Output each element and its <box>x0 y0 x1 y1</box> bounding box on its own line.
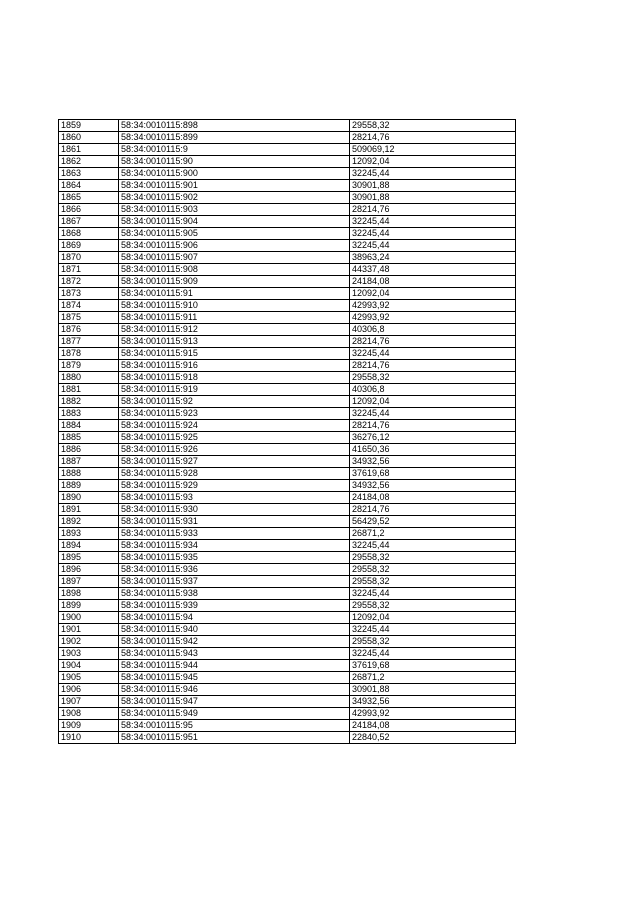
table-row <box>59 240 516 252</box>
cadastral-number-cell: 58:34:0010115:933 <box>119 528 350 540</box>
value-cell: 44337,48 <box>350 264 516 276</box>
row-number-cell: 1868 <box>59 228 119 240</box>
table-row <box>59 576 516 588</box>
value-cell: 26871,2 <box>350 672 516 684</box>
value-cell: 40306,8 <box>350 384 516 396</box>
cadastral-number-cell: 58:34:0010115:943 <box>119 648 350 660</box>
cadastral-number-cell: 58:34:0010115:926 <box>119 444 350 456</box>
cadastral-number-cell: 58:34:0010115:930 <box>119 504 350 516</box>
row-number-cell: 1909 <box>59 720 119 732</box>
table-row <box>59 288 516 300</box>
row-number-cell: 1899 <box>59 600 119 612</box>
table-row <box>59 420 516 432</box>
value-cell: 29558,32 <box>350 600 516 612</box>
table-row <box>59 696 516 708</box>
cadastral-number-cell: 58:34:0010115:944 <box>119 660 350 672</box>
cadastral-number-cell: 58:34:0010115:931 <box>119 516 350 528</box>
cadastral-number-cell: 58:34:0010115:909 <box>119 276 350 288</box>
row-number-cell: 1887 <box>59 456 119 468</box>
table-row <box>59 648 516 660</box>
value-cell: 29558,32 <box>350 576 516 588</box>
cadastral-number-cell: 58:34:0010115:940 <box>119 624 350 636</box>
table-row <box>59 468 516 480</box>
cadastral-number-cell: 58:34:0010115:923 <box>119 408 350 420</box>
value-cell: 30901,88 <box>350 180 516 192</box>
value-cell: 28214,76 <box>350 504 516 516</box>
row-number-cell: 1891 <box>59 504 119 516</box>
value-cell: 34932,56 <box>350 480 516 492</box>
row-number-cell: 1870 <box>59 252 119 264</box>
table-row <box>59 504 516 516</box>
table-row <box>59 228 516 240</box>
cadastral-number-cell: 58:34:0010115:910 <box>119 300 350 312</box>
table-row <box>59 180 516 192</box>
value-cell: 29558,32 <box>350 636 516 648</box>
row-number-cell: 1882 <box>59 396 119 408</box>
cadastral-number-cell: 58:34:0010115:936 <box>119 564 350 576</box>
table-row <box>59 360 516 372</box>
table-row <box>59 480 516 492</box>
row-number-cell: 1894 <box>59 540 119 552</box>
row-number-cell: 1910 <box>59 732 119 744</box>
row-number-cell: 1903 <box>59 648 119 660</box>
row-number-cell: 1895 <box>59 552 119 564</box>
row-number-cell: 1859 <box>59 120 119 132</box>
table-row <box>59 216 516 228</box>
value-cell: 40306,8 <box>350 324 516 336</box>
value-cell: 32245,44 <box>350 240 516 252</box>
cadastral-number-cell: 58:34:0010115:937 <box>119 576 350 588</box>
value-cell: 29558,32 <box>350 120 516 132</box>
value-cell: 38963,24 <box>350 252 516 264</box>
value-cell: 28214,76 <box>350 132 516 144</box>
row-number-cell: 1875 <box>59 312 119 324</box>
cadastral-number-cell: 58:34:0010115:906 <box>119 240 350 252</box>
cadastral-number-cell: 58:34:0010115:901 <box>119 180 350 192</box>
cadastral-number-cell: 58:34:0010115:902 <box>119 192 350 204</box>
row-number-cell: 1866 <box>59 204 119 216</box>
table-row <box>59 384 516 396</box>
cadastral-number-cell: 58:34:0010115:927 <box>119 456 350 468</box>
value-cell: 28214,76 <box>350 204 516 216</box>
row-number-cell: 1893 <box>59 528 119 540</box>
value-cell: 29558,32 <box>350 552 516 564</box>
cadastral-number-cell: 58:34:0010115:935 <box>119 552 350 564</box>
row-number-cell: 1885 <box>59 432 119 444</box>
value-cell: 32245,44 <box>350 408 516 420</box>
value-cell: 22840,52 <box>350 732 516 744</box>
row-number-cell: 1863 <box>59 168 119 180</box>
table-row <box>59 672 516 684</box>
value-cell: 24184,08 <box>350 492 516 504</box>
row-number-cell: 1877 <box>59 336 119 348</box>
row-number-cell: 1884 <box>59 420 119 432</box>
value-cell: 32245,44 <box>350 624 516 636</box>
cadastral-number-cell: 58:34:0010115:951 <box>119 732 350 744</box>
table-row <box>59 132 516 144</box>
row-number-cell: 1883 <box>59 408 119 420</box>
cadastral-number-cell: 58:34:0010115:928 <box>119 468 350 480</box>
value-cell: 32245,44 <box>350 168 516 180</box>
cadastral-number-cell: 58:34:0010115:945 <box>119 672 350 684</box>
row-number-cell: 1867 <box>59 216 119 228</box>
cadastral-number-cell: 58:34:0010115:908 <box>119 264 350 276</box>
table-row <box>59 600 516 612</box>
table-row <box>59 684 516 696</box>
cadastral-number-cell: 58:34:0010115:9 <box>119 144 350 156</box>
cadastral-number-cell: 58:34:0010115:907 <box>119 252 350 264</box>
value-cell: 12092,04 <box>350 288 516 300</box>
row-number-cell: 1862 <box>59 156 119 168</box>
value-cell: 34932,56 <box>350 696 516 708</box>
cadastral-number-cell: 58:34:0010115:900 <box>119 168 350 180</box>
table-row <box>59 612 516 624</box>
cadastral-number-cell: 58:34:0010115:91 <box>119 288 350 300</box>
table-row <box>59 528 516 540</box>
table-row <box>59 120 516 132</box>
table-row <box>59 552 516 564</box>
cadastral-number-cell: 58:34:0010115:95 <box>119 720 350 732</box>
value-cell: 28214,76 <box>350 360 516 372</box>
value-cell: 42993,92 <box>350 300 516 312</box>
cadastral-number-cell: 58:34:0010115:916 <box>119 360 350 372</box>
row-number-cell: 1907 <box>59 696 119 708</box>
cadastral-number-cell: 58:34:0010115:904 <box>119 216 350 228</box>
value-cell: 42993,92 <box>350 708 516 720</box>
row-number-cell: 1898 <box>59 588 119 600</box>
table-row <box>59 264 516 276</box>
value-cell: 32245,44 <box>350 228 516 240</box>
value-cell: 12092,04 <box>350 156 516 168</box>
row-number-cell: 1892 <box>59 516 119 528</box>
value-cell: 32245,44 <box>350 216 516 228</box>
value-cell: 28214,76 <box>350 336 516 348</box>
table-row <box>59 516 516 528</box>
table-row <box>59 336 516 348</box>
table-row <box>59 276 516 288</box>
cadastral-number-cell: 58:34:0010115:924 <box>119 420 350 432</box>
value-cell: 509069,12 <box>350 144 516 156</box>
value-cell: 26871,2 <box>350 528 516 540</box>
table-row <box>59 156 516 168</box>
row-number-cell: 1886 <box>59 444 119 456</box>
data-table <box>58 119 516 744</box>
row-number-cell: 1888 <box>59 468 119 480</box>
table-row <box>59 348 516 360</box>
value-cell: 36276,12 <box>350 432 516 444</box>
table-row <box>59 456 516 468</box>
value-cell: 29558,32 <box>350 372 516 384</box>
row-number-cell: 1881 <box>59 384 119 396</box>
table-row <box>59 300 516 312</box>
value-cell: 34932,56 <box>350 456 516 468</box>
cadastral-number-cell: 58:34:0010115:911 <box>119 312 350 324</box>
cadastral-number-cell: 58:34:0010115:915 <box>119 348 350 360</box>
row-number-cell: 1904 <box>59 660 119 672</box>
table-row <box>59 720 516 732</box>
row-number-cell: 1864 <box>59 180 119 192</box>
table-row <box>59 432 516 444</box>
value-cell: 41650,36 <box>350 444 516 456</box>
value-cell: 29558,32 <box>350 564 516 576</box>
row-number-cell: 1908 <box>59 708 119 720</box>
table-row <box>59 636 516 648</box>
cadastral-number-cell: 58:34:0010115:934 <box>119 540 350 552</box>
table-row <box>59 312 516 324</box>
row-number-cell: 1861 <box>59 144 119 156</box>
cadastral-number-cell: 58:34:0010115:899 <box>119 132 350 144</box>
table-row <box>59 540 516 552</box>
value-cell: 32245,44 <box>350 348 516 360</box>
cadastral-number-cell: 58:34:0010115:929 <box>119 480 350 492</box>
table-row <box>59 708 516 720</box>
cadastral-number-cell: 58:34:0010115:912 <box>119 324 350 336</box>
table-row <box>59 564 516 576</box>
value-cell: 24184,08 <box>350 276 516 288</box>
row-number-cell: 1897 <box>59 576 119 588</box>
row-number-cell: 1876 <box>59 324 119 336</box>
value-cell: 37619,68 <box>350 468 516 480</box>
row-number-cell: 1902 <box>59 636 119 648</box>
cadastral-number-cell: 58:34:0010115:898 <box>119 120 350 132</box>
cadastral-number-cell: 58:34:0010115:942 <box>119 636 350 648</box>
cadastral-number-cell: 58:34:0010115:905 <box>119 228 350 240</box>
table-row <box>59 396 516 408</box>
value-cell: 24184,08 <box>350 720 516 732</box>
row-number-cell: 1900 <box>59 612 119 624</box>
table-row <box>59 252 516 264</box>
row-number-cell: 1890 <box>59 492 119 504</box>
row-number-cell: 1872 <box>59 276 119 288</box>
row-number-cell: 1889 <box>59 480 119 492</box>
row-number-cell: 1871 <box>59 264 119 276</box>
table-body <box>59 120 516 744</box>
cadastral-number-cell: 58:34:0010115:939 <box>119 600 350 612</box>
row-number-cell: 1865 <box>59 192 119 204</box>
row-number-cell: 1873 <box>59 288 119 300</box>
table-row <box>59 492 516 504</box>
value-cell: 32245,44 <box>350 540 516 552</box>
table-row <box>59 192 516 204</box>
cadastral-number-cell: 58:34:0010115:947 <box>119 696 350 708</box>
value-cell: 37619,68 <box>350 660 516 672</box>
cadastral-number-cell: 58:34:0010115:946 <box>119 684 350 696</box>
value-cell: 30901,88 <box>350 684 516 696</box>
row-number-cell: 1878 <box>59 348 119 360</box>
value-cell: 30901,88 <box>350 192 516 204</box>
value-cell: 28214,76 <box>350 420 516 432</box>
table-row <box>59 204 516 216</box>
cadastral-number-cell: 58:34:0010115:93 <box>119 492 350 504</box>
value-cell: 12092,04 <box>350 612 516 624</box>
value-cell: 32245,44 <box>350 588 516 600</box>
cadastral-number-cell: 58:34:0010115:94 <box>119 612 350 624</box>
cadastral-number-cell: 58:34:0010115:90 <box>119 156 350 168</box>
table-row <box>59 408 516 420</box>
value-cell: 32245,44 <box>350 648 516 660</box>
cadastral-number-cell: 58:34:0010115:949 <box>119 708 350 720</box>
table-row <box>59 144 516 156</box>
table-row <box>59 732 516 744</box>
value-cell: 56429,52 <box>350 516 516 528</box>
cadastral-number-cell: 58:34:0010115:938 <box>119 588 350 600</box>
value-cell: 12092,04 <box>350 396 516 408</box>
table-row <box>59 372 516 384</box>
cadastral-number-cell: 58:34:0010115:903 <box>119 204 350 216</box>
table-row <box>59 588 516 600</box>
table-row <box>59 444 516 456</box>
table-row <box>59 624 516 636</box>
row-number-cell: 1869 <box>59 240 119 252</box>
row-number-cell: 1860 <box>59 132 119 144</box>
cadastral-number-cell: 58:34:0010115:913 <box>119 336 350 348</box>
table-row <box>59 168 516 180</box>
table-row <box>59 324 516 336</box>
value-cell: 42993,92 <box>350 312 516 324</box>
row-number-cell: 1905 <box>59 672 119 684</box>
row-number-cell: 1879 <box>59 360 119 372</box>
row-number-cell: 1874 <box>59 300 119 312</box>
cadastral-number-cell: 58:34:0010115:919 <box>119 384 350 396</box>
table-row <box>59 660 516 672</box>
row-number-cell: 1880 <box>59 372 119 384</box>
row-number-cell: 1906 <box>59 684 119 696</box>
cadastral-number-cell: 58:34:0010115:918 <box>119 372 350 384</box>
row-number-cell: 1901 <box>59 624 119 636</box>
cadastral-number-cell: 58:34:0010115:92 <box>119 396 350 408</box>
cadastral-number-cell: 58:34:0010115:925 <box>119 432 350 444</box>
row-number-cell: 1896 <box>59 564 119 576</box>
